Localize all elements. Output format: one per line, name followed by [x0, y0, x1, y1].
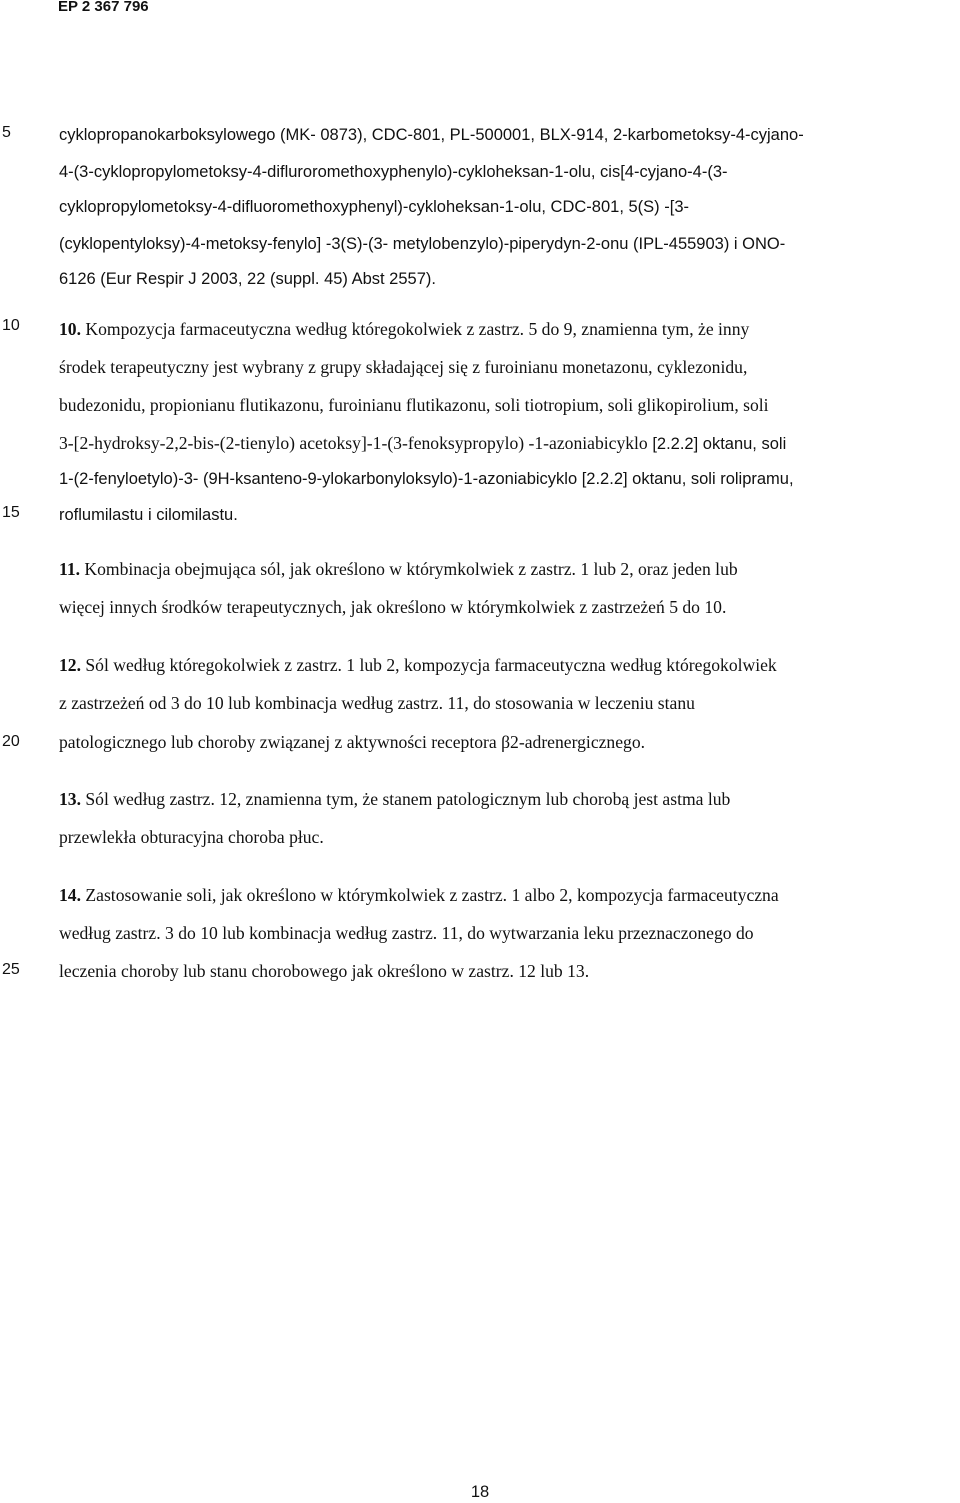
claim-12-line: 12. Sól według któregokolwiek z zastrz. 1 lub 2, kompozycja farmaceutyczna według któregokolwiek	[59, 655, 777, 675]
claim-text-line: z zastrzeżeń od 3 do 10 lub kombinacja według zastrz. 11, do stosowania w leczeniu stanu	[59, 693, 695, 713]
claim-text-line: 4-(3-cyklopropylometoksy-4-difluroromethoxyphenylo)-cykloheksan-1-olu, cis[4-cyjano-4-(3-	[59, 163, 728, 181]
claim-text-line: według zastrz. 3 do 10 lub kombinacja według zastrz. 11, do wytwarzania leku przeznaczonego do	[59, 923, 754, 943]
margin-number: 25	[2, 961, 20, 978]
claim-text-line: cyklopropanokarboksylowego (MK- 0873), CDC-801, PL-500001, BLX-914, 2-karbometoksy-4-cyjano-	[59, 126, 804, 144]
claim-text-line: przewlekła obturacyjna choroba płuc.	[59, 827, 324, 847]
claim-text-line: 3-[2-hydroksy-2,2-bis-(2-tienylo) acetoksy]-1-(3-fenoksypropylo) -1-azoniabicyklo [2.2.2] oktanu, soli	[59, 433, 787, 453]
page-number: 18	[470, 1483, 490, 1501]
claim-11-line: 11. Kombinacja obejmująca sól, jak określono w którymkolwiek z zastrz. 1 lub 2, oraz jeden lub	[59, 559, 738, 579]
claim-14-line: 14. Zastosowanie soli, jak określono w którymkolwiek z zastrz. 1 albo 2, kompozycja farmaceutyczna	[59, 885, 779, 905]
margin-number: 15	[2, 504, 20, 521]
claim-number: 14.	[59, 885, 81, 905]
claim-number: 12.	[59, 655, 81, 675]
claim-number: 13.	[59, 789, 81, 809]
margin-number: 5	[2, 124, 11, 141]
claim-text-line: leczenia choroby lub stanu chorobowego jak określono w zastrz. 12 lub 13.	[59, 961, 590, 981]
claim-text-line: patologicznego lub choroby związanej z aktywności receptora β2-adrenergicznego.	[59, 732, 646, 752]
claim-10-line: 10. Kompozycja farmaceutyczna według któregokolwiek z zastrz. 5 do 9, znamienna tym, że inny	[59, 319, 750, 339]
claim-text-line: więcej innych środków terapeutycznych, jak określono w którymkolwiek z zastrzeżeń 5 do 10.	[59, 597, 727, 617]
margin-number: 10	[2, 317, 20, 334]
claim-text-line: środek terapeutyczny jest wybrany z grupy składającej się z furoinianu monetazonu, cyklezonidu,	[59, 357, 748, 377]
claim-13-line: 13. Sól według zastrz. 12, znamienna tym, że stanem patologicznym lub chorobą jest astma lub	[59, 789, 731, 809]
claim-text-line: 1-(2-fenyloetylo)-3- (9H-ksanteno-9-ylokarbonyloksylo)-1-azoniabicyklo [2.2.2] oktanu, soli rolipramu,	[59, 470, 794, 488]
claim-text-line: 6126 (Eur Respir J 2003, 22 (suppl. 45) Abst 2557).	[59, 270, 436, 288]
claim-text-line: (cyklopentyloksy)-4-metoksy-fenylo] -3(S)-(3- metylobenzylo)-piperydyn-2-onu (IPL-455903) i ONO-	[59, 235, 786, 253]
patent-number-header: EP 2 367 796	[58, 0, 149, 15]
margin-number: 20	[2, 733, 20, 750]
claim-text-line: cyklopropylometoksy-4-difluoromethoxyphenyl)-cykloheksan-1-olu, CDC-801, 5(S) -[3-	[59, 198, 689, 216]
claim-text-line: budezonidu, propionianu flutikazonu, furoinianu flutikazonu, soli tiotropium, soli glikopirolium, soli	[59, 395, 769, 415]
claim-number: 11.	[59, 559, 81, 579]
claim-text-line: roflumilastu i cilomilastu.	[59, 506, 238, 524]
claim-number: 10.	[59, 319, 81, 339]
